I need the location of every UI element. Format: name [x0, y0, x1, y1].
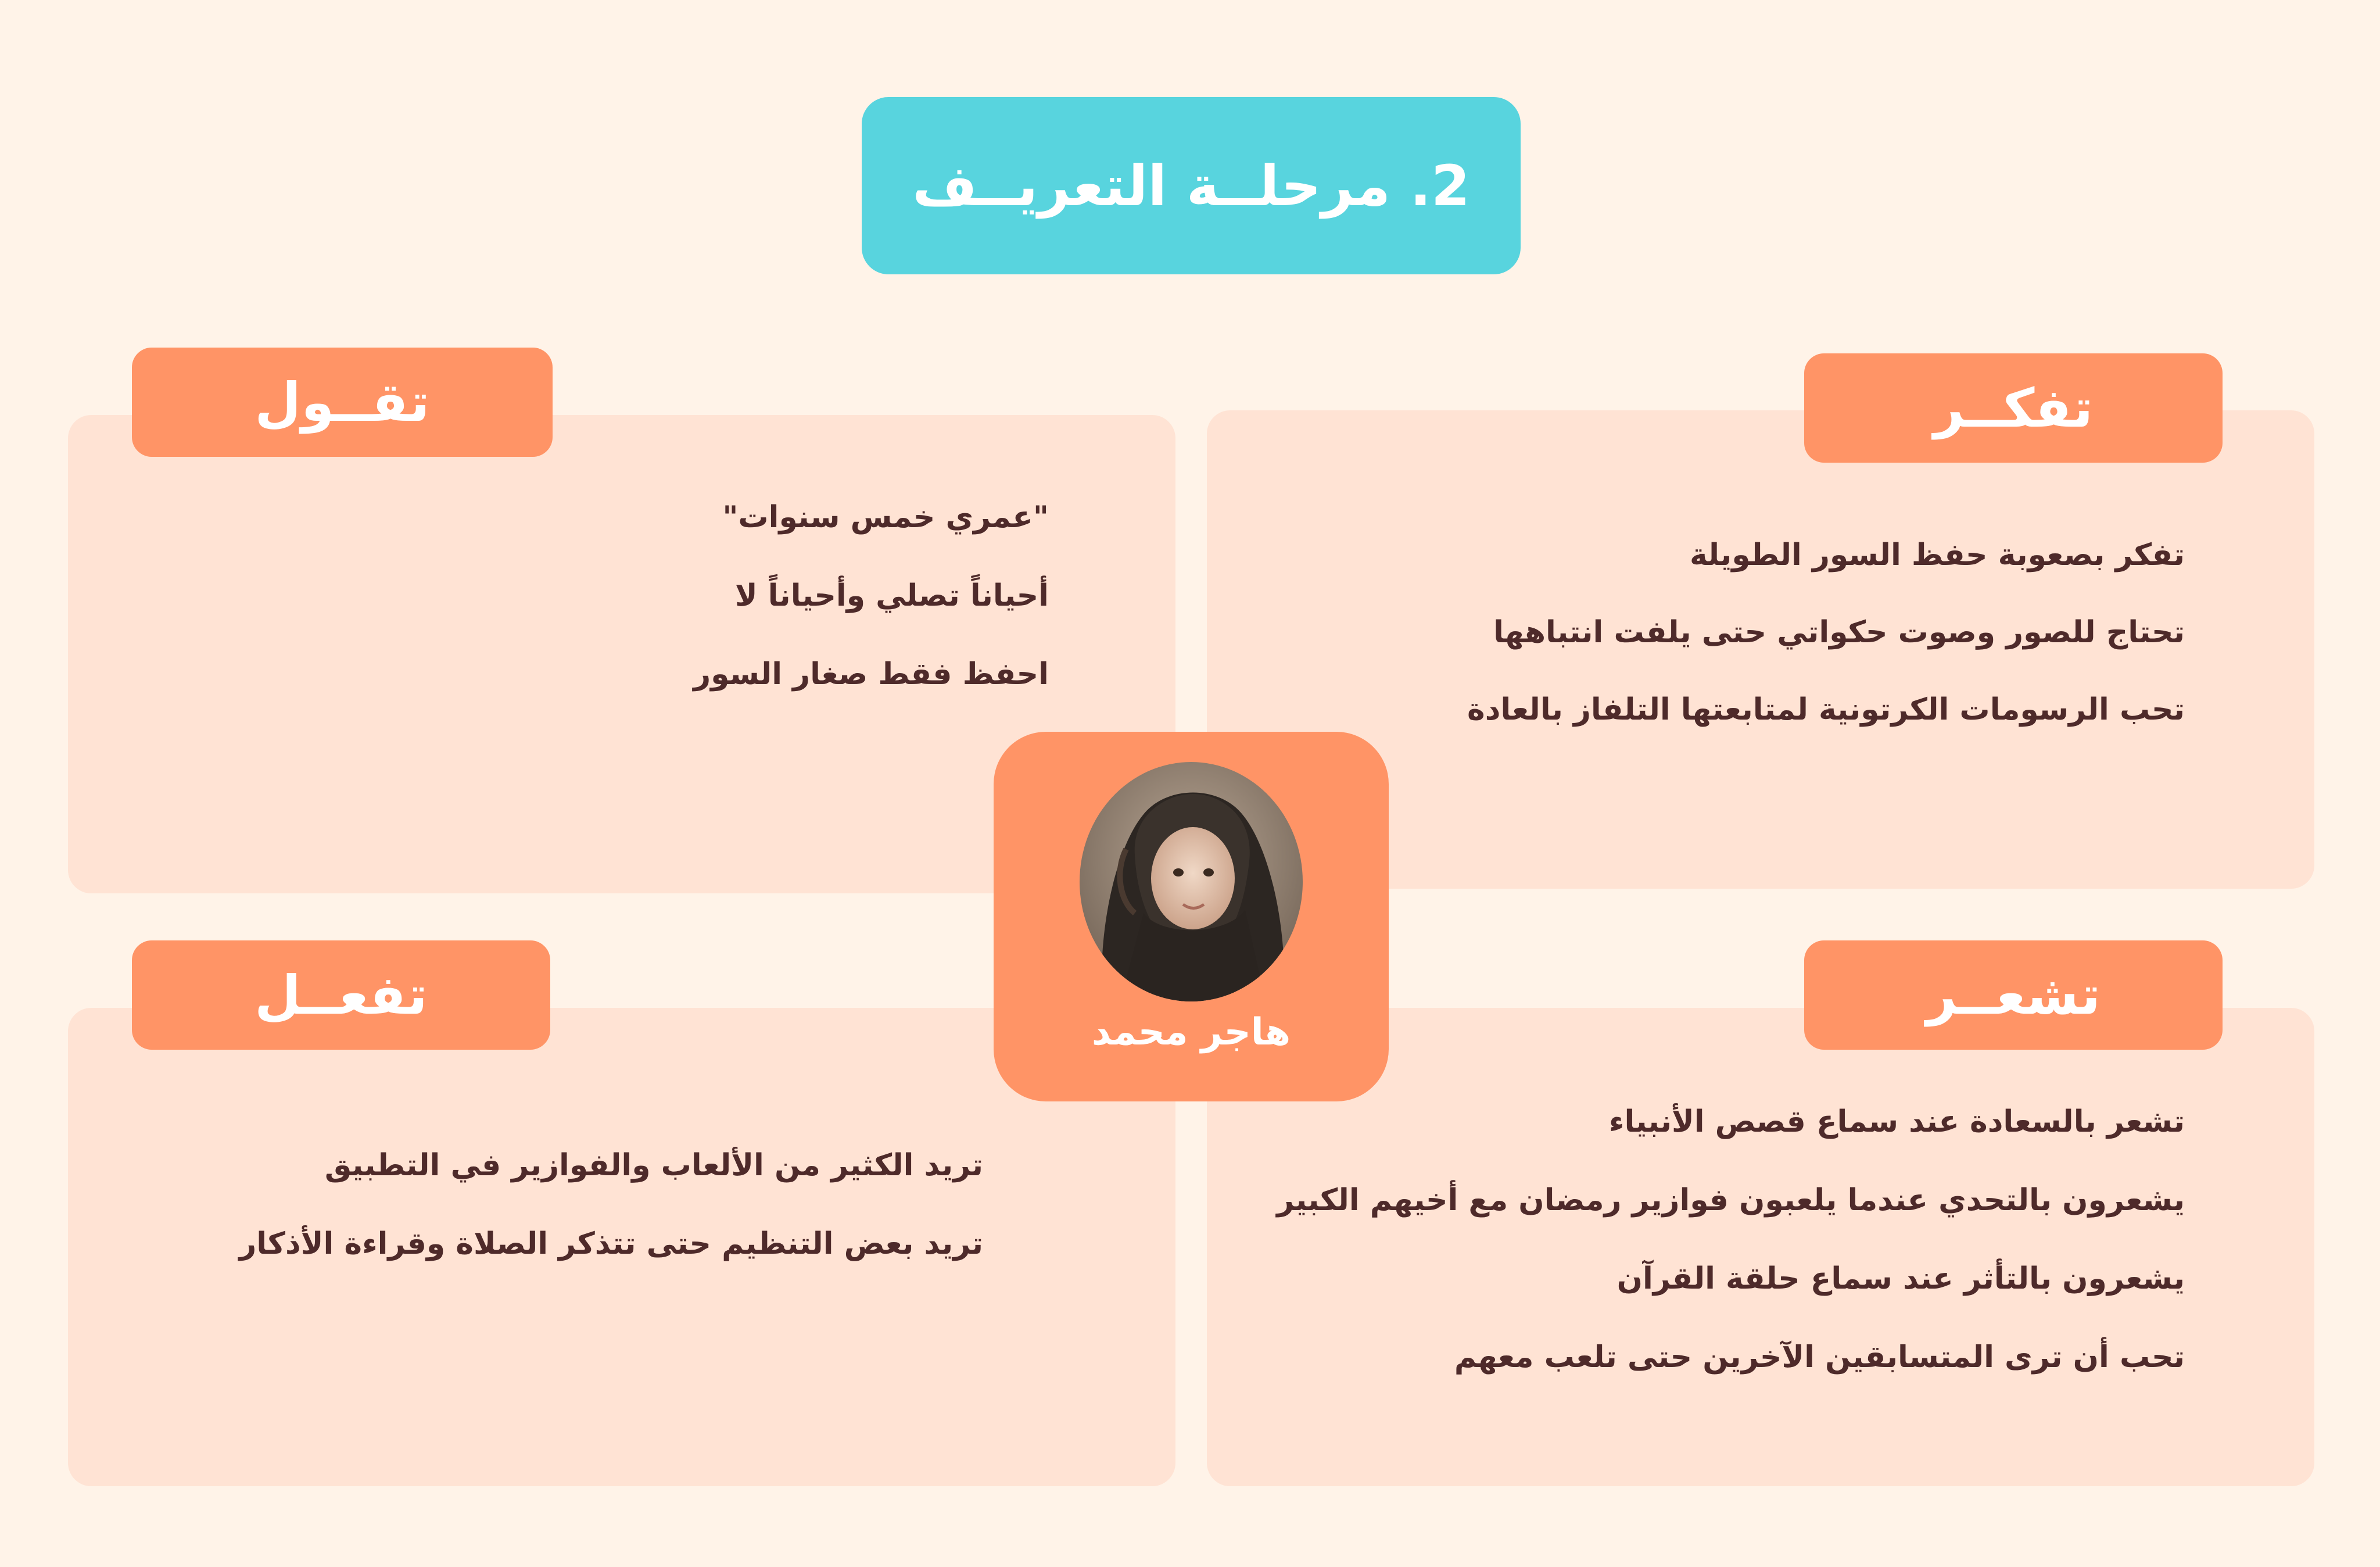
say-list: [174, 500, 1049, 732]
list-item: يشعرون بالتأثر عند سماع حلقة القرآن: [1616, 1261, 2185, 1296]
list-item: تشعر بالسعادة عند سماع قصص الأنبياء: [1608, 1104, 2185, 1139]
persona-card: [994, 732, 1389, 1101]
feel-tag: [1804, 940, 2223, 1050]
avatar: [1080, 762, 1303, 1001]
list-item: أحياناً تصلي وأحياناً لا: [734, 578, 1049, 613]
feel-label: تشعــر: [1926, 964, 2101, 1026]
list-item: تريد بعض التنظيم حتى تتذكر الصلاة وقراءة الأذكار: [239, 1226, 983, 1261]
say-tag: [132, 348, 553, 457]
say-label: تقــول: [255, 371, 430, 434]
list-item: تفكر بصعوبة حفظ السور الطويلة: [1689, 538, 2185, 573]
think-tag: [1804, 353, 2223, 463]
list-item: "عمري خمس سنوات": [722, 500, 1049, 535]
do-label: تفعــل: [255, 964, 428, 1026]
list-item: تريد الكثير من الألعاب والفوازير في التطبيق: [324, 1148, 983, 1183]
page-title: 2. مرحلــة التعريــف: [912, 153, 1470, 219]
feel-list: [1278, 1104, 2185, 1407]
title-banner: [862, 97, 1521, 274]
list-item: يشعرون بالتحدي عندما يلعبون فوازير رمضان مع أخيهم الكبير: [1277, 1183, 2185, 1218]
do-list: [145, 1148, 983, 1322]
list-item: احفظ فقط صغار السور: [693, 657, 1049, 692]
persona-name: هاجر محمد: [1091, 1011, 1291, 1054]
list-item: تحتاج للصور وصوت حكواتي حتى يلفت انتباهها: [1493, 615, 2185, 650]
think-label: تفكــر: [1933, 377, 2094, 439]
think-list: [1336, 538, 2185, 770]
list-item: تحب الرسومات الكرتونية لمتابعتها التلفاز بالعادة: [1467, 692, 2185, 727]
do-tag: [132, 940, 550, 1050]
list-item: تحب أن ترى المتسابقين الآخرين حتى تلعب معهم: [1454, 1340, 2185, 1375]
avatar-portrait-icon: [1080, 762, 1303, 1001]
